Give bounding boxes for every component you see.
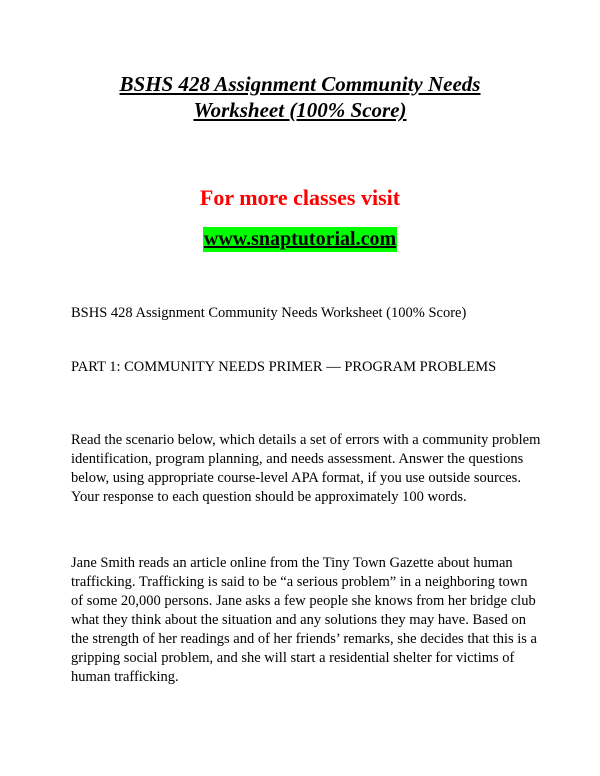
promo-link-container <box>0 227 600 252</box>
document-title <box>60 71 540 123</box>
document-subtitle: BSHS 428 Assignment Community Needs Worksheet (100% Score) <box>71 305 467 321</box>
part-heading: PART 1: COMMUNITY NEEDS PRIMER ― PROGRAM PROBLEMS <box>71 359 497 375</box>
website-link[interactable]: www.snaptutorial.com <box>203 228 397 250</box>
document-title-line-1: BSHS 428 Assignment Community Needs <box>119 72 481 96</box>
scenario-paragraph: Jane Smith reads an article online from the Tiny Town Gazette about human trafficking. Trafficking is said to be “a serious problem” in a neighboring town of some 20,000 persons. Jane asks a few people she knows from her bridge club what they think about the situation and any solutions they may have. Based on the strength of her readings and of her friends’ remarks, she decides that this is a gripping social problem, and she will start a residential shelter for victims of human trafficking. <box>71 555 537 685</box>
instructions-paragraph: Read the scenario below, which details a set of errors with a community problem identification, program planning, and needs assessment. Answer the questions below, using appropriate course-level APA format, if you use outside sources. Your response to each question should be approximately 100 words. <box>71 432 541 505</box>
document-title-line-2: Worksheet (100% Score) <box>193 98 407 122</box>
promo-text: For more classes visit <box>199 185 401 210</box>
